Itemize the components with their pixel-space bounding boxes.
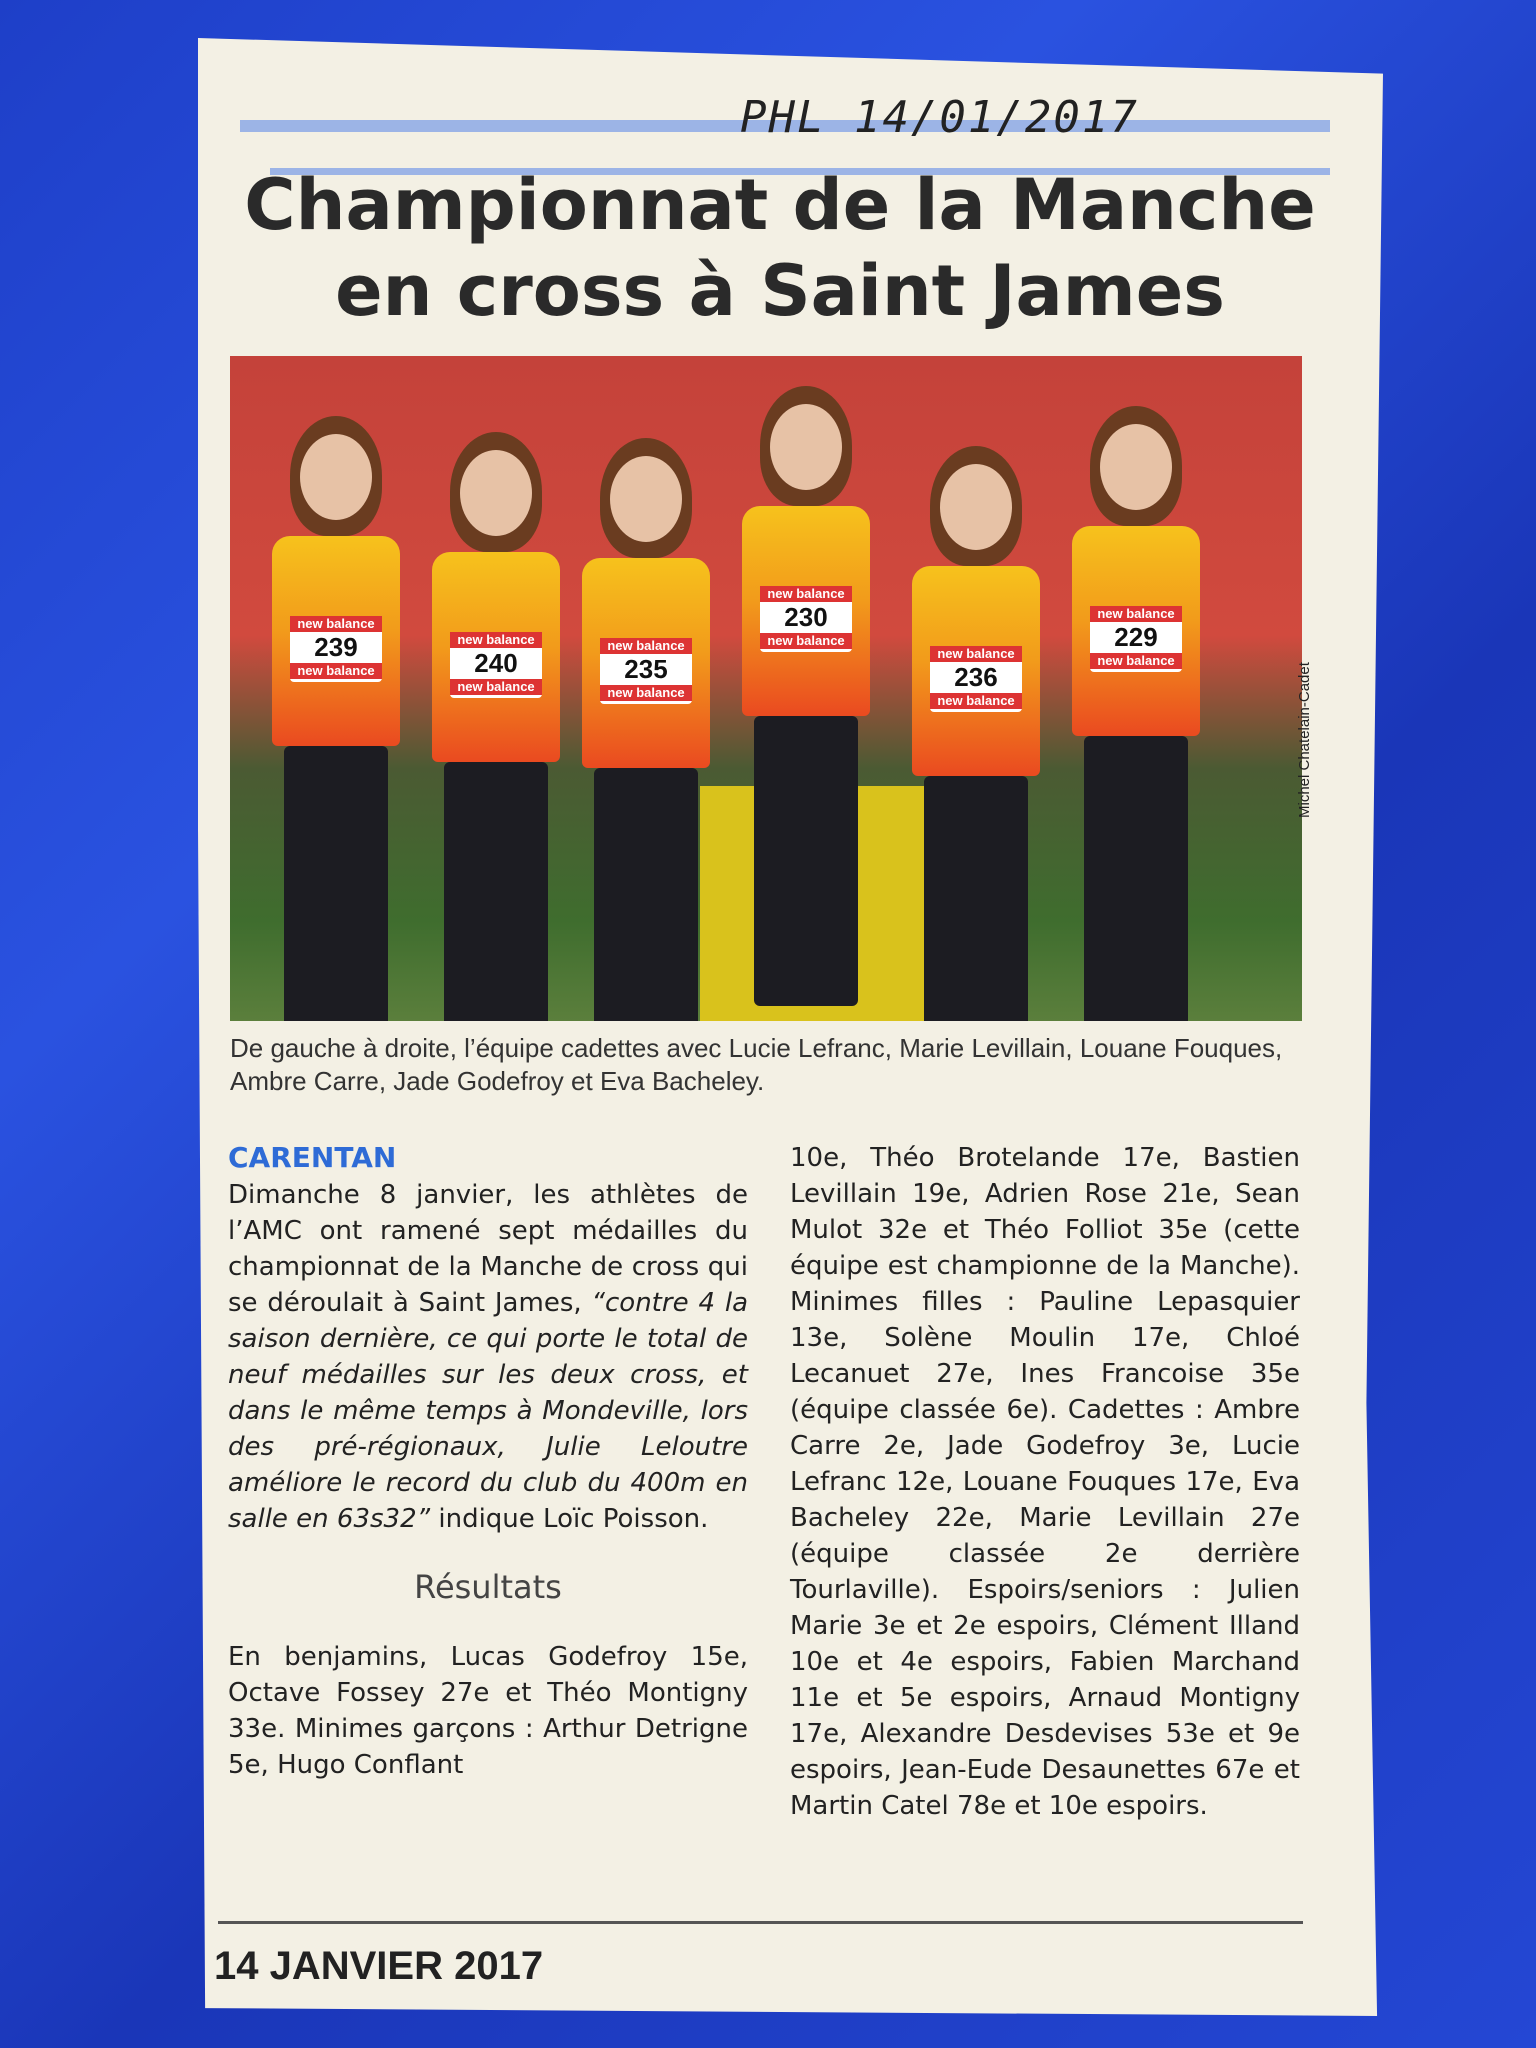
- athlete: [720, 386, 890, 1006]
- photo-credit: Michel Chatelain-Cadet: [1296, 662, 1313, 818]
- results-part-1: En benjamins, Lucas Godefroy 15e, Octave Fossey 27e et Théo Montigny 33e. Minimes garçons : Arthur Detrigne 5e, Hugo Conflant: [228, 1642, 748, 1780]
- face: [300, 434, 372, 520]
- legs: [1084, 736, 1188, 1021]
- bib-brand: new balance: [760, 633, 852, 649]
- headline-line-2: en cross à Saint James: [335, 250, 1225, 332]
- bib-brand: new balance: [600, 685, 692, 701]
- bib-number: 239: [314, 632, 358, 662]
- legs: [594, 768, 698, 1021]
- bib-brand: new balance: [290, 663, 382, 679]
- face: [1100, 424, 1172, 510]
- legs: [754, 716, 858, 1006]
- intro-text: Dimanche 8 janvier, les athlètes de l’AMC ont ramené sept médailles du championnat de la Manche de cross qui se déroulait à Saint James,: [228, 1180, 748, 1318]
- article-column-1: [228, 1140, 748, 1783]
- quote-text: “contre 4 la saison dernière, ce qui porte le total de neuf médailles sur les deux cross, et dans le même temps à Mondeville, lors des pré-régionaux, Julie Leloutre améliore le record du club du 400m en salle en 63s32”: [228, 1288, 749, 1534]
- legs: [444, 762, 548, 1021]
- handwritten-date: PHL 14/01/2017: [740, 92, 1139, 143]
- kicker: CARENTAN: [228, 1141, 397, 1174]
- face: [460, 450, 532, 536]
- bib-brand: new balance: [1090, 606, 1182, 622]
- bib-brand: new balance: [930, 646, 1022, 662]
- face: [940, 464, 1012, 550]
- bib-brand: new balance: [760, 586, 852, 602]
- face: [770, 404, 842, 490]
- results-part-2: 10e, Théo Brotelande 17e, Bastien Levillain 19e, Adrien Rose 21e, Sean Mulot 32e et Théo Folliot 35e (cette équipe est championne de la Manche). Minimes filles : Pauline Lepasquier 13e, Solène Moulin 17e, Chloé Lecanuet 27e, Ines Francoise 35e (équipe classée 6e). Cadettes : Ambre Carre 2e, Jade Godefroy 3e, Lucie Lefranc 12e, Louane Fouques 17e, Eva Bacheley 22e, Marie Levillain 27e (équipe classée 2e derrière Tourlaville). Espoirs/seniors : Julien Marie 3e et 2e espoirs, Clément Illand 10e et 4e espoirs, Fabien Marchand 11e et 5e espoirs, Arnaud Montigny 17e, Alexandre Desdevises 53e et 9e espoirs, Jean-Eude Desaunettes 67e et Martin Catel 78e et 10e espoirs.: [790, 1143, 1300, 1821]
- bib-brand: new balance: [1090, 653, 1182, 669]
- team-photo: [230, 356, 1302, 1021]
- bib-number: 236: [954, 662, 998, 692]
- bib-number: 240: [474, 648, 518, 678]
- article-intro: [228, 1140, 748, 1537]
- legs: [284, 746, 388, 1021]
- athlete: [250, 416, 420, 1021]
- bib-brand: new balance: [600, 638, 692, 654]
- face: [610, 456, 682, 542]
- results-heading: Résultats: [414, 1568, 562, 1606]
- bib-brand: new balance: [450, 632, 542, 648]
- article-column-2: [790, 1140, 1300, 1824]
- bottom-rule: [218, 1921, 1303, 1924]
- race-bib: [930, 646, 1022, 712]
- race-bib: [760, 586, 852, 652]
- athlete: [560, 438, 730, 1021]
- bib-brand: new balance: [290, 616, 382, 632]
- headline-line-1: Championnat de la Manche: [244, 164, 1316, 246]
- photo-caption: De gauche à droite, l’équipe cadettes avec Lucie Lefranc, Marie Levillain, Louane Fouques, Ambre Carre, Jade Godefroy et Eva Bacheley.: [230, 1033, 1283, 1096]
- bib-brand: new balance: [450, 679, 542, 695]
- bib-number: 235: [624, 654, 668, 684]
- bib-number: 230: [784, 602, 828, 632]
- headline: [230, 162, 1330, 334]
- legs: [924, 776, 1028, 1021]
- footer-date: 14 JANVIER 2017: [214, 1944, 544, 1988]
- bib-number: 229: [1114, 622, 1158, 652]
- race-bib: [290, 616, 382, 682]
- quote-attribution: indique Loïc Poisson.: [430, 1504, 709, 1534]
- race-bib: [450, 632, 542, 698]
- athlete: [890, 446, 1060, 1021]
- bib-brand: new balance: [930, 693, 1022, 709]
- athlete: [410, 432, 580, 1021]
- race-bib: [1090, 606, 1182, 672]
- race-bib: [600, 638, 692, 704]
- athlete: [1050, 406, 1220, 1021]
